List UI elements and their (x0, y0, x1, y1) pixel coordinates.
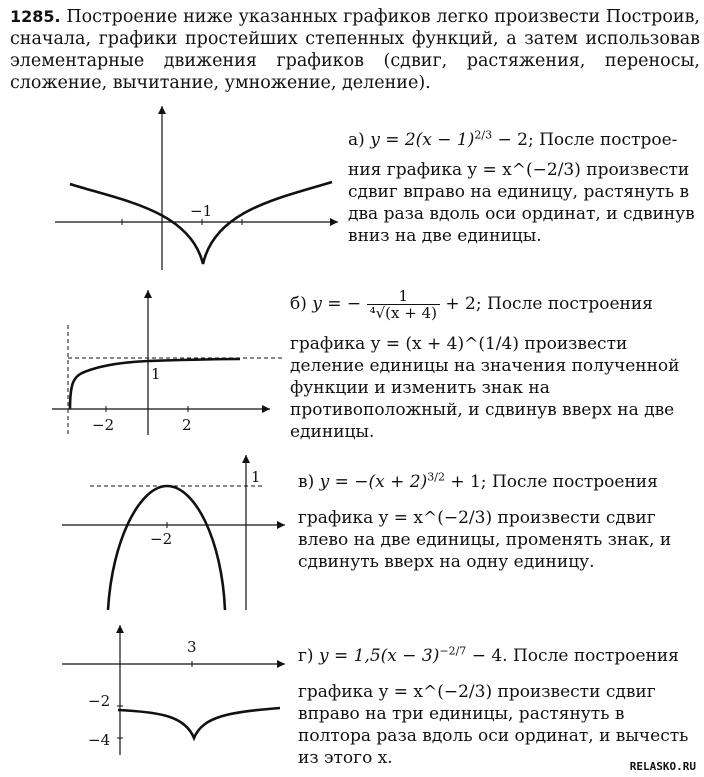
graph-b-tick-label: −2 (92, 416, 115, 434)
problem-text: Построение ниже указанных графиков легко произвести Построив, сначала, графики простейших степенных функций, а затем использовав элементарные движения графиков (сдвиг, растяжения, переносы, сложение, вычитание, умножение, деление). (10, 7, 700, 93)
graph-d-tick-label: 3 (187, 638, 197, 656)
item-a-text (348, 124, 696, 247)
graph-c-tick-label: −2 (150, 530, 173, 548)
graph-c-tick-label: 1 (251, 468, 261, 486)
item-c-formula: в) $y = -(x + 2)^{3/2} + 1$; После построения (298, 470, 658, 492)
graph-a (0, 100, 340, 275)
item-d-formula: г) $y = 1,5(x - 3)^{-2/7} - 4$. После построения (298, 644, 679, 666)
graph-b-tick-label: 1 (151, 365, 161, 383)
graph-d-tick-label: −2 (88, 692, 111, 710)
item-d-body: графика y = x^(−2/3) произвести сдвиг вправо на три единицы, растянуть в полтора раза вдоль оси ординат, и вычесть из этого x. (298, 681, 689, 768)
graph-d-tick-label: −4 (88, 731, 111, 749)
problem-intro (10, 6, 700, 94)
item-d-text (298, 640, 696, 769)
graph-b-tick-label: 2 (182, 416, 192, 434)
graph-a-tick-label: −1 (190, 202, 213, 220)
item-b-text (290, 288, 688, 443)
item-b-body: графика y = (x + 4)^(1/4) произвести деление единицы на значения полученной функции и изменить знак на противоположный, и сдвинув вверх на две единицы. (290, 334, 680, 442)
graph-c (0, 450, 290, 620)
item-b-formula: б) y = − $\frac{1}{\text{⁴√(x + 4)}}$ + 2; После построения (290, 287, 653, 322)
item-c-text (298, 466, 688, 573)
item-c-body: графика y = x^(−2/3) произвести сдвиг влево на две единицы, променять знак, и сдвинуть вверх на одну единицу. (298, 507, 672, 572)
item-a-body: ния графика y = x^(−2/3) произвести сдвиг вправо на единицу, растянуть в два раза вдоль оси ординат, и сдвинув вниз на две единицы. (348, 159, 695, 246)
graph-d (0, 620, 290, 760)
watermark: RELASKO.RU (629, 760, 696, 773)
problem-number: 1285. (10, 7, 61, 26)
item-a-formula: а) $y = 2(x - 1)^{2/3} - 2$; После построе- (348, 128, 678, 150)
graph-b (0, 285, 290, 445)
